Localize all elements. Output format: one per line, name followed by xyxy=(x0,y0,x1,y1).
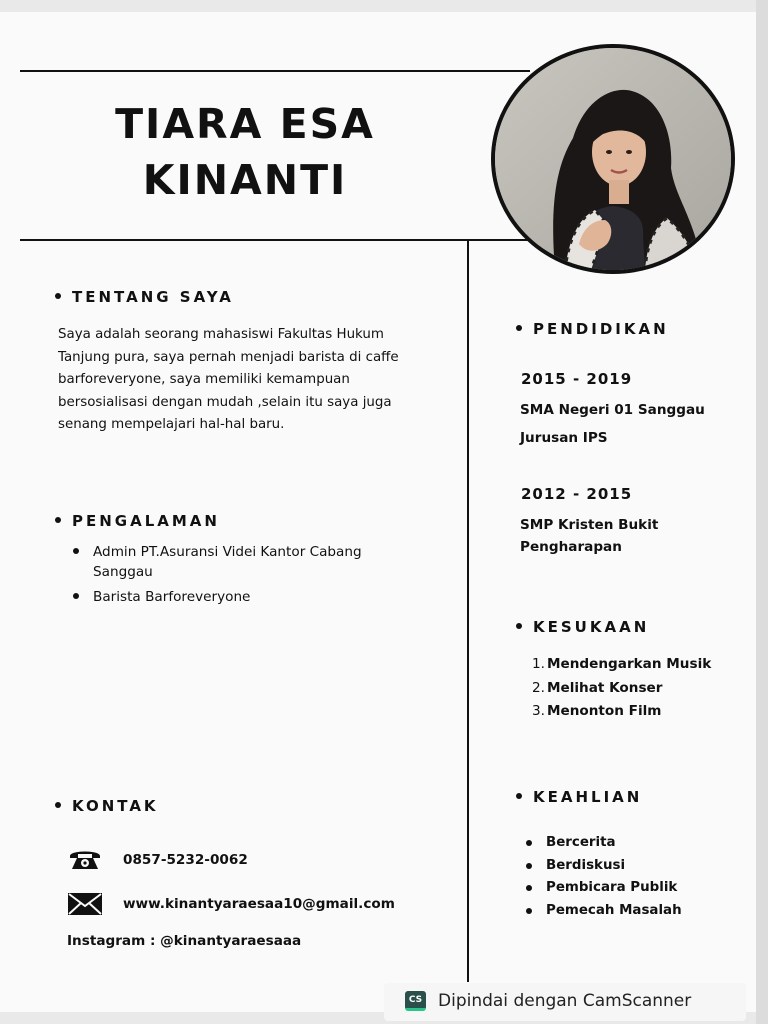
list-item xyxy=(546,835,682,858)
list-bullet xyxy=(526,863,532,869)
list-bullet xyxy=(526,840,532,846)
bullet-dot xyxy=(55,517,61,523)
profile-photo xyxy=(491,44,735,274)
bullet-dot xyxy=(55,802,61,808)
section-title-education: PENDIDIKAN xyxy=(516,320,669,338)
list-number: 1. xyxy=(532,656,545,672)
camscanner-watermark xyxy=(384,983,746,1021)
list-item xyxy=(546,903,682,926)
experience-item-2 xyxy=(93,589,250,605)
list-bullet xyxy=(73,593,79,599)
name-line-1: TIARA ESA xyxy=(115,100,375,148)
list-item xyxy=(546,880,682,903)
hobby-label: Menonton Film xyxy=(546,703,662,719)
list-item xyxy=(532,680,711,704)
header-top-rule xyxy=(20,70,530,72)
experience-line: Barista Barforeveryone xyxy=(93,589,251,605)
about-line: bersosialisasi dengan mudah ,selain itu saya juga xyxy=(58,394,392,410)
bullet-dot xyxy=(55,293,61,299)
education-school: SMP Kristen Bukit xyxy=(520,517,659,533)
list-item xyxy=(532,703,711,727)
skill-label: Bercerita xyxy=(546,835,616,850)
bullet-dot xyxy=(516,793,522,799)
skill-label: Pembicara Publik xyxy=(546,880,678,895)
skill-label: Berdiskusi xyxy=(546,857,626,873)
skill-label: Pemecah Masalah xyxy=(546,902,682,918)
hobby-label: Mendengarkan Musik xyxy=(546,656,712,672)
list-item xyxy=(546,858,682,881)
bullet-dot xyxy=(516,325,522,331)
camscanner-text: Dipindai dengan CamScanner xyxy=(438,991,692,1011)
about-paragraph xyxy=(58,324,438,437)
contact-email: www.kinantyaraesaa10@gmail.com xyxy=(123,896,395,912)
experience-line: Sanggau xyxy=(93,564,153,580)
about-line: Tanjung pura, saya pernah menjadi barista di caffe xyxy=(58,349,399,365)
resume-name xyxy=(60,96,430,208)
column-divider xyxy=(467,241,469,982)
list-number: 2. xyxy=(532,679,545,696)
list-bullet xyxy=(526,885,532,891)
name-line-2: KINANTI xyxy=(142,156,348,204)
phone-icon xyxy=(68,847,102,875)
education-years: 2015 - 2019 xyxy=(521,370,633,388)
education-years: 2012 - 2015 xyxy=(521,485,633,503)
experience-item-1 xyxy=(93,542,413,582)
hobbies-list xyxy=(532,656,711,727)
about-line: barforeveryone, saya memiliki kemampuan xyxy=(58,372,350,387)
camscanner-logo-icon: CS xyxy=(405,991,426,1010)
education-detail: Jurusan IPS xyxy=(520,430,608,446)
contact-phone: 0857-5232-0062 xyxy=(123,852,248,868)
education-school: Pengharapan xyxy=(520,539,622,555)
profile-photo-illustration xyxy=(495,48,731,270)
list-item xyxy=(532,656,711,680)
section-title-contact: KONTAK xyxy=(55,797,159,815)
hobby-label: Melihat Konser xyxy=(546,679,663,696)
envelope-icon xyxy=(68,893,102,919)
contact-instagram: Instagram : @kinantyaraesaaa xyxy=(67,933,302,949)
list-bullet xyxy=(73,548,79,554)
education-school: SMA Negeri 01 Sanggau xyxy=(520,402,705,418)
scan-edge xyxy=(756,0,768,1024)
about-line: senang mempelajari hal-hal baru. xyxy=(58,417,285,432)
section-title-hobbies: KESUKAAN xyxy=(516,618,649,636)
skills-list xyxy=(546,835,682,925)
bullet-dot xyxy=(516,623,522,629)
header-bottom-rule xyxy=(20,239,530,241)
about-line: Saya adalah seorang mahasiswi Fakultas Hukum xyxy=(58,327,384,342)
section-title-skills: KEAHLIAN xyxy=(516,788,642,806)
section-title-experience: PENGALAMAN xyxy=(55,512,220,530)
section-title-about: TENTANG SAYA xyxy=(55,288,234,306)
experience-line: Admin PT.Asuransi Videi Kantor Cabang xyxy=(93,544,362,560)
list-number: 3. xyxy=(532,703,545,719)
list-bullet xyxy=(526,908,532,914)
